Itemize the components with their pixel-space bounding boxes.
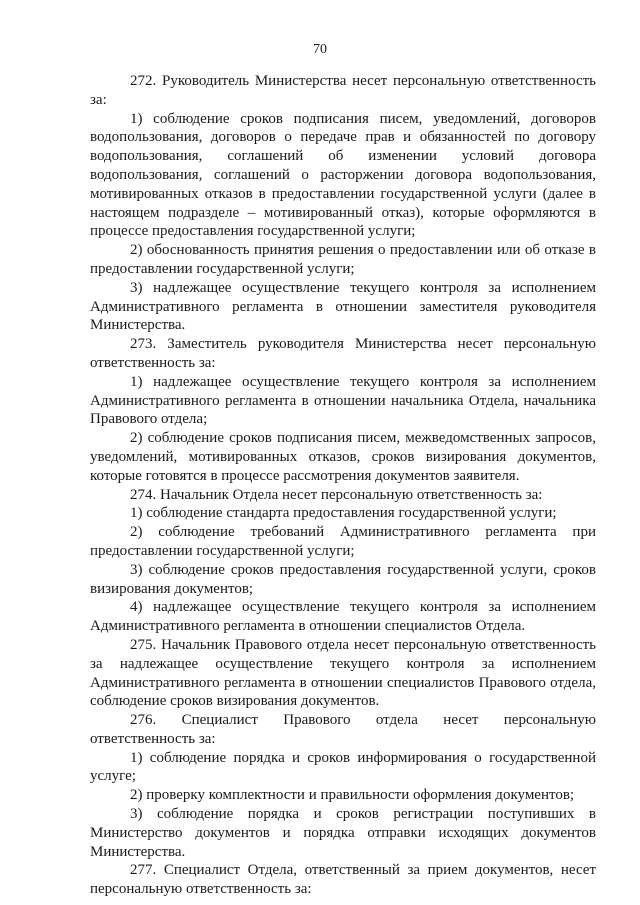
paragraph-276-item-2: 2) проверку комплектности и правильности оформления документов; [130,787,575,804]
paragraph-273-item-2: 2) соблюдение сроков подписания писем, межведомственных запросов, уведомлений, мотивированных отказов, сроков визирования документов, которые готовятся в процессе рассмотрения документов заявителя. [90,430,596,484]
paragraph-276: 276. Специалист Правового отдела несет персональную ответственность за: [90,712,596,747]
document-body [90,72,596,899]
paragraph-273-item-1: 1) надлежащее осуществление текущего контроля за исполнением Административного регламента в отношении начальника Отдела, начальника Правового отдела; [90,373,596,428]
paragraph-274-item-1: 1) соблюдение стандарта предоставления государственной услуги; [130,505,557,522]
paragraph-274: 274. Начальник Отдела несет персональную ответственность за: [130,486,543,503]
paragraph-272-item-2: 2) обоснованность принятия решения о предоставлении или об отказе в предоставлении государственной услуги; [90,242,596,277]
paragraph-276-item-1: 1) соблюдение порядка и сроков информирования о государственной услуге; [90,749,596,785]
paragraph-272-item-3: 3) надлежащее осуществление текущего контроля за исполнением Административного регламента в отношении заместителя руководителя Министерства. [90,279,596,334]
paragraph-273: 273. Заместитель руководителя Министерства несет персональную ответственность за: [90,336,596,371]
paragraph-277: 277. Специалист Отдела, ответственный за прием документов, несет персональную ответственность за: [90,862,596,898]
paragraph-274-item-3: 3) соблюдение сроков предоставления государственной услуги, сроков визирования документов; [90,561,596,597]
paragraph-276-item-3: 3) соблюдение порядка и сроков регистрации поступивших в Министерство документов и порядка отправки исходящих документов Министерства. [90,806,596,860]
paragraph-275: 275. Начальник Правового отдела несет персональную ответственность за надлежащее осуществление текущего контроля за исполнением Административного регламента в отношении специалистов Правового отдела, соблюдение сроков визирования документов. [90,636,596,710]
paragraph-274-item-2: 2) соблюдение требований Административного регламента при предоставлении государственной услуги; [90,524,596,559]
paragraph-274-item-4: 4) надлежащее осуществление текущего контроля за исполнением Административного регламента в отношении специалистов Отдела. [90,599,596,635]
paragraph-272-item-1: 1) соблюдение сроков подписания писем, уведомлений, договоров водопользования, договоров о передаче прав и обязанностей по договору водопользования, соглашений об изменении условий договора водопользования, соглашений о расторжении договора водопользования, мотивированных отказов в предоставлении государственной услуги (далее в настоящем подразделе – мотивированный отказ), которые оформляются в процессе предоставления государственной услуги; [90,110,596,240]
page-number: 70 [313,42,327,57]
paragraph-272: 272. Руководитель Министерства несет персональную ответственность за: [90,73,596,108]
